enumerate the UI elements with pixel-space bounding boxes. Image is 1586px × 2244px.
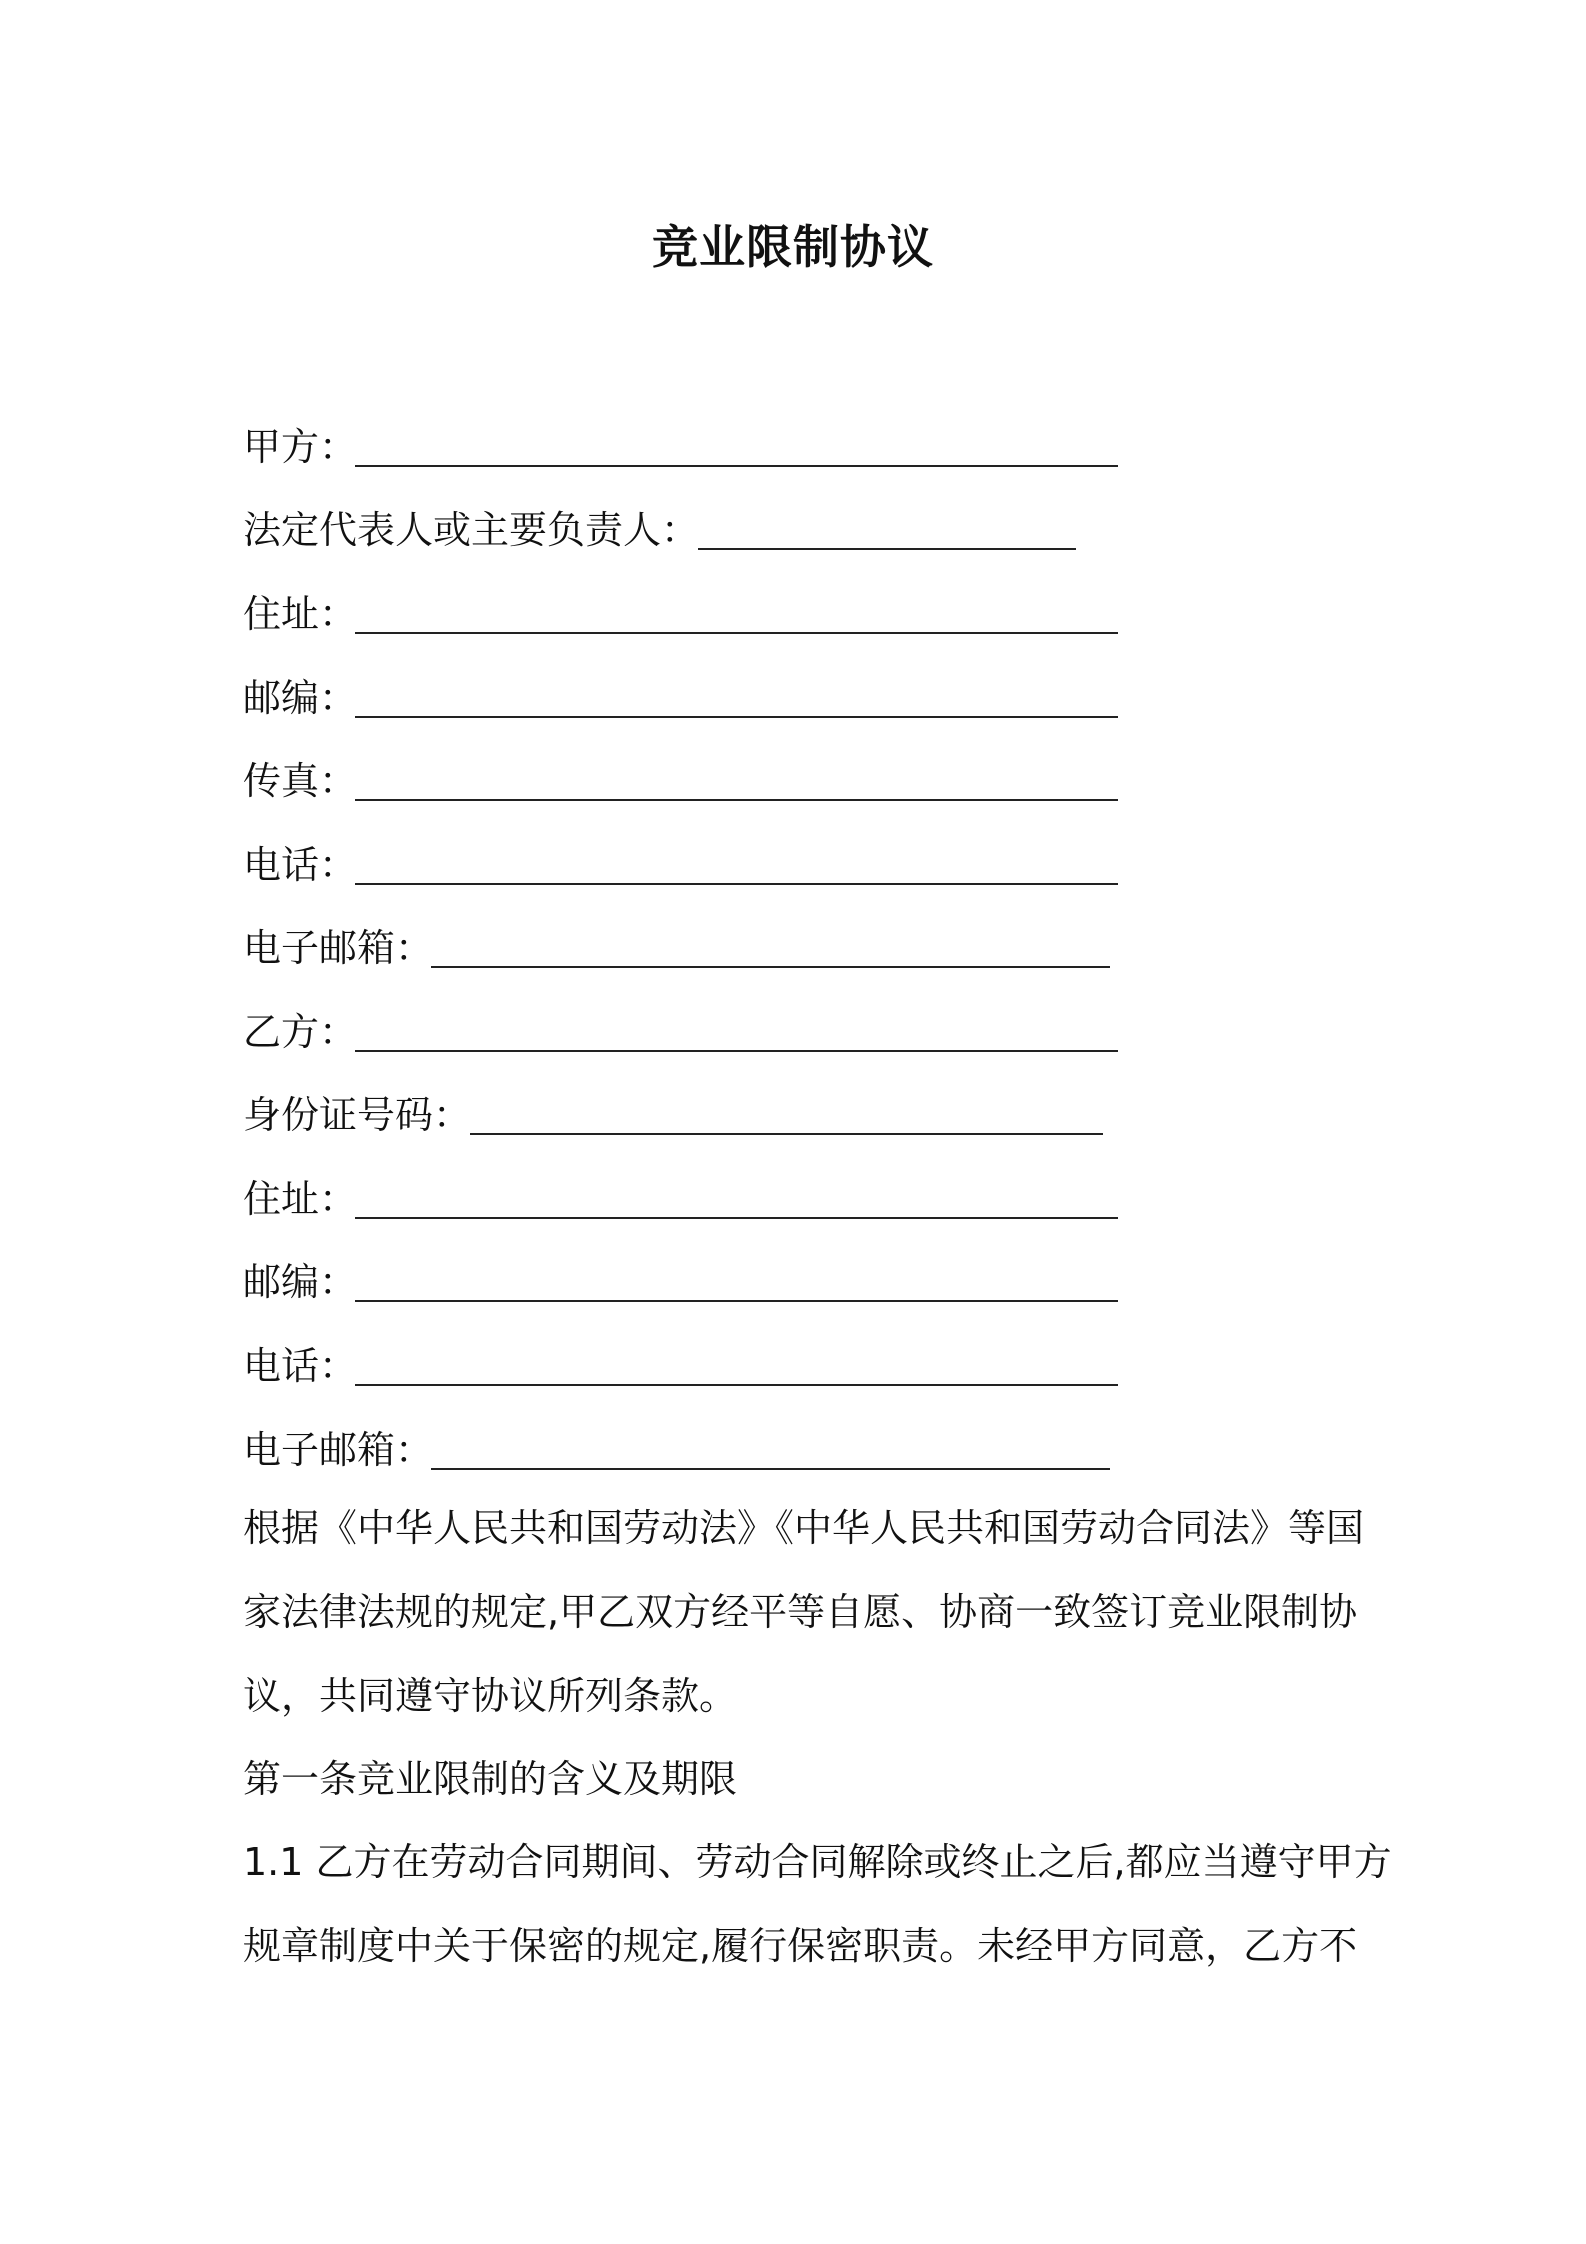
legal-representative-field xyxy=(243,500,699,560)
party-b-address-label: 住址： xyxy=(243,1177,358,1221)
party-a-address-label: 住址： xyxy=(243,592,358,636)
party-b-id-field xyxy=(243,1085,471,1145)
party-b-phone-field xyxy=(243,1336,357,1396)
intro-line: 根据《中华人民共和国劳动法》《中华人民共和国劳动合同法》等国 xyxy=(243,1506,1365,1550)
party-a-field xyxy=(243,417,357,477)
party-b-address-field xyxy=(243,1169,357,1229)
article-1-heading xyxy=(243,1737,1358,1821)
party-b-phone-label: 电话： xyxy=(243,1344,358,1388)
party-a-email-field xyxy=(243,918,433,978)
party-a-label: 甲方： xyxy=(243,425,358,469)
party-a-phone-blank xyxy=(355,883,1118,885)
intro-line: 议，共同遵守协议所列条款。 xyxy=(243,1674,738,1718)
legal-representative-label: 法定代表人或主要负责人： xyxy=(243,508,700,552)
party-b-postcode-field xyxy=(243,1252,357,1312)
party-a-postcode-field xyxy=(243,668,357,728)
intro-paragraph xyxy=(243,1486,1365,1738)
article-1-line: 1.1 乙方在劳动合同期间、劳动合同解除或终止之后,都应当遵守甲方 xyxy=(243,1840,1392,1884)
party-b-email-label: 电子邮箱： xyxy=(243,1428,434,1472)
party-a-phone-field xyxy=(243,835,357,895)
party-b-phone-blank xyxy=(355,1384,1118,1386)
article-heading-text: 第一条竞业限制的含义及期限 xyxy=(243,1757,738,1801)
article-1-line: 规章制度中关于保密的规定,履行保密职责。未经甲方同意，乙方不 xyxy=(243,1924,1358,1968)
party-a-address-field xyxy=(243,584,357,644)
legal-representative-blank xyxy=(698,548,1076,550)
party-a-email-label: 电子邮箱： xyxy=(243,926,434,970)
party-b-email-blank xyxy=(431,1468,1110,1470)
party-a-postcode-blank xyxy=(355,716,1118,718)
party-b-label: 乙方： xyxy=(243,1010,358,1054)
party-b-email-field xyxy=(243,1420,433,1480)
party-a-email-blank xyxy=(431,966,1110,968)
party-b-field xyxy=(243,1002,357,1062)
party-b-blank xyxy=(355,1050,1118,1052)
party-a-phone-label: 电话： xyxy=(243,843,358,887)
party-b-address-blank xyxy=(355,1217,1118,1219)
intro-line: 家法律法规的规定,甲乙双方经平等自愿、协商一致签订竞业限制协 xyxy=(243,1590,1358,1634)
party-a-postcode-label: 邮编： xyxy=(243,676,358,720)
party-b-id-blank xyxy=(470,1133,1103,1135)
party-a-fax-label: 传真： xyxy=(243,759,358,803)
party-a-fax-blank xyxy=(355,799,1118,801)
party-a-fax-field xyxy=(243,751,357,811)
party-b-postcode-blank xyxy=(355,1300,1118,1302)
party-b-postcode-label: 邮编： xyxy=(243,1260,358,1304)
document-title: 竞业限制协议 xyxy=(652,220,934,274)
party-a-blank xyxy=(355,465,1118,467)
article-1-body xyxy=(243,1820,1392,1988)
party-a-address-blank xyxy=(355,632,1118,634)
party-b-id-label: 身份证号码： xyxy=(243,1093,472,1137)
